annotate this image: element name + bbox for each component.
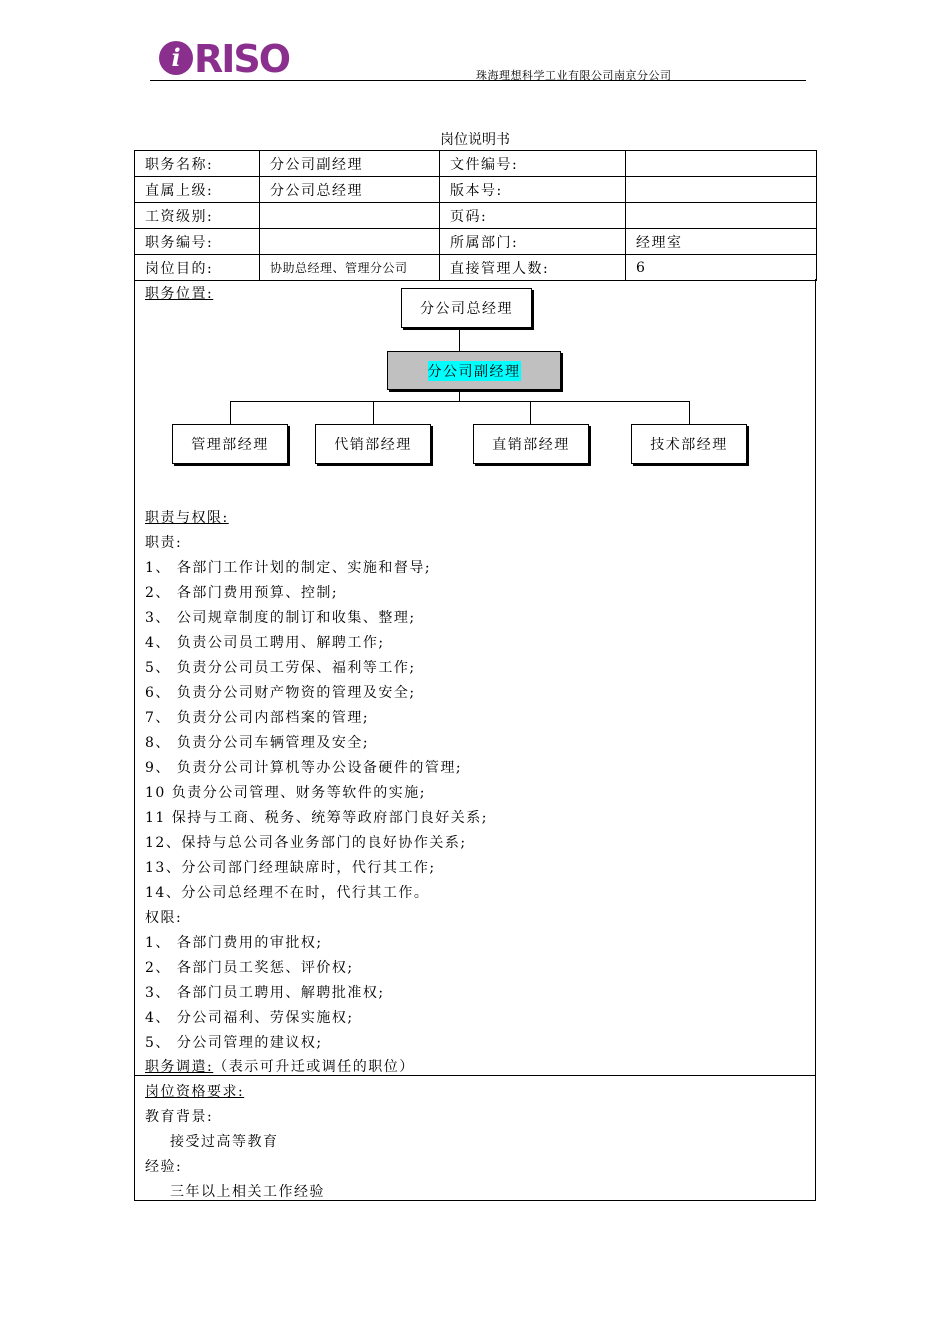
table-row xyxy=(135,255,817,281)
org-box-distribution-manager: 代销部经理 xyxy=(315,424,431,464)
position-heading: 职务位置: xyxy=(145,286,214,302)
org-box-management-manager: 管理部经理 xyxy=(172,424,288,464)
duty-item: 9、 负责分公司计算机等办公设备硬件的管理; xyxy=(145,760,463,776)
authority-item: 3、 各部门员工聘用、解聘批准权; xyxy=(145,985,385,1001)
experience-value: 三年以上相关工作经验 xyxy=(170,1184,325,1200)
svg-text:i: i xyxy=(171,43,181,72)
value-cell: 分公司总经理 xyxy=(260,177,440,203)
duty-item: 12、保持与总公司各业务部门的良好协作关系; xyxy=(145,835,467,851)
value-cell xyxy=(626,203,817,229)
riso-logo xyxy=(158,38,292,78)
authority-label: 权限: xyxy=(145,910,183,926)
org-connector xyxy=(373,401,374,425)
duties-label: 职责: xyxy=(145,535,183,551)
duty-item: 10 负责分公司管理、财务等软件的实施; xyxy=(145,785,426,801)
duty-item: 13、分公司部门经理缺席时，代行其工作; xyxy=(145,860,436,876)
experience-label: 经验: xyxy=(145,1159,183,1175)
table-row xyxy=(135,151,817,177)
table-row xyxy=(135,177,817,203)
education-label: 教育背景: xyxy=(145,1109,214,1125)
authority-item: 4、 分公司福利、劳保实施权; xyxy=(145,1010,354,1026)
authority-item: 2、 各部门员工奖惩、评价权; xyxy=(145,960,354,976)
duties-authority-heading: 职责与权限: xyxy=(145,510,229,526)
duty-item: 4、 负责公司员工聘用、解聘工作; xyxy=(145,635,385,651)
org-connector xyxy=(689,401,690,425)
label-cell: 直接管理人数: xyxy=(440,255,626,281)
table-row xyxy=(135,203,817,229)
org-box-technical-manager: 技术部经理 xyxy=(631,424,747,464)
value-cell xyxy=(626,177,817,203)
label-cell: 所属部门: xyxy=(440,229,626,255)
authority-item: 5、 分公司管理的建议权; xyxy=(145,1035,323,1051)
org-connector xyxy=(459,329,460,352)
table-row xyxy=(135,229,817,255)
value-cell: 协助总经理、管理分公司 xyxy=(260,255,440,281)
duty-item: 3、 公司规章制度的制订和收集、整理; xyxy=(145,610,416,626)
value-cell: 分公司副经理 xyxy=(260,151,440,177)
document-title: 岗位说明书 xyxy=(440,132,510,148)
duty-item: 7、 负责分公司内部档案的管理; xyxy=(145,710,370,726)
label-cell: 职务名称: xyxy=(135,151,260,177)
authority-item: 1、 各部门费用的审批权; xyxy=(145,935,323,951)
header-divider xyxy=(150,80,806,81)
label-cell: 职务编号: xyxy=(135,229,260,255)
duty-item: 14、分公司总经理不在时，代行其工作。 xyxy=(145,885,430,901)
label-cell: 页码: xyxy=(440,203,626,229)
svg-text:RISO: RISO xyxy=(194,38,290,78)
transfer-label: 职务调遣: xyxy=(145,1059,214,1075)
label-cell: 版本号: xyxy=(440,177,626,203)
label-cell: 直属上级: xyxy=(135,177,260,203)
org-connector xyxy=(230,401,231,425)
transfer-note: （表示可升迁或调任的职位） xyxy=(213,1059,415,1075)
value-cell xyxy=(626,151,817,177)
org-connector xyxy=(530,401,531,425)
transfer-line xyxy=(145,1056,415,1076)
value-cell: 6 xyxy=(626,255,817,281)
company-name: 珠海理想科学工业有限公司南京分公司 xyxy=(476,69,672,82)
duty-item: 11 保持与工商、税务、统筹等政府部门良好关系; xyxy=(145,810,488,826)
job-info-table xyxy=(134,150,817,281)
qualification-heading: 岗位资格要求: xyxy=(145,1084,245,1100)
duty-item: 6、 负责分公司财产物资的管理及安全; xyxy=(145,685,416,701)
value-cell: 经理室 xyxy=(626,229,817,255)
duty-item: 1、 各部门工作计划的制定、实施和督导; xyxy=(145,560,432,576)
education-value: 接受过高等教育 xyxy=(170,1134,279,1150)
duty-item: 2、 各部门费用预算、控制; xyxy=(145,585,339,601)
org-connector xyxy=(230,401,690,402)
value-cell xyxy=(260,229,440,255)
label-cell: 岗位目的: xyxy=(135,255,260,281)
org-box-general-manager: 分公司总经理 xyxy=(401,288,532,328)
label-cell: 工资级别: xyxy=(135,203,260,229)
duty-item: 5、 负责分公司员工劳保、福利等工作; xyxy=(145,660,416,676)
value-cell xyxy=(260,203,440,229)
label-cell: 文件编号: xyxy=(440,151,626,177)
duty-item: 8、 负责分公司车辆管理及安全; xyxy=(145,735,370,751)
org-box-deputy-manager xyxy=(387,351,561,390)
org-box-label: 分公司副经理 xyxy=(428,361,521,381)
org-box-direct-sales-manager: 直销部经理 xyxy=(473,424,589,464)
